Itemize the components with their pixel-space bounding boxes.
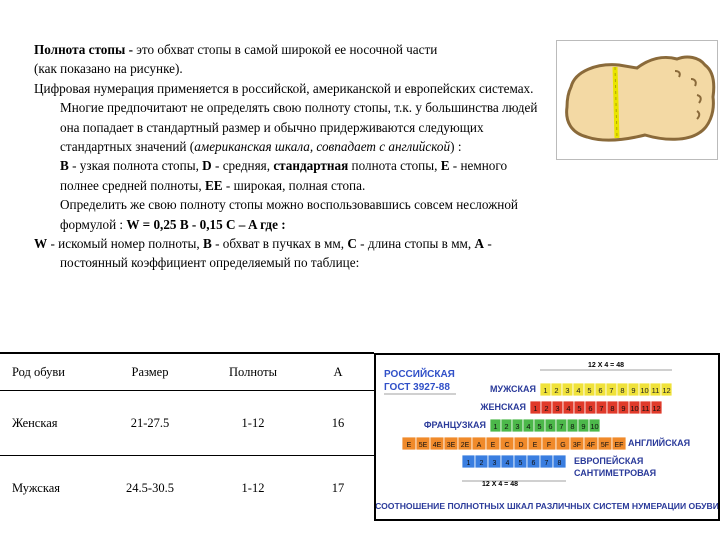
cell-widths: 1-12 — [204, 391, 302, 456]
mens-cell-label: 10 — [640, 386, 649, 395]
scale-caption: СООТНОШЕНИЕ ПОЛНОТНЫХ ШКАЛ РАЗЛИЧНЫХ СИСТЕМ НУМЕРАЦИИ ОБУВИ — [376, 501, 718, 511]
womens-cell-label: 4 — [566, 404, 571, 413]
formula-end: где : — [256, 216, 286, 232]
womens-cell-label: 3 — [555, 404, 560, 413]
cell-widths: 1-12 — [204, 456, 302, 521]
womens-cell-label: 10 — [630, 404, 639, 413]
width-ee: EE — [204, 177, 223, 193]
mens-label: МУЖСКАЯ — [490, 384, 536, 394]
womens-cell-label: 12 — [652, 404, 661, 413]
english-cell-label: F — [546, 442, 552, 449]
width-e-text: - немного полнее средней полноты, — [60, 158, 508, 193]
paragraph-definition — [34, 40, 544, 59]
english-cell-label: E — [532, 442, 538, 449]
width-d: D — [202, 158, 212, 174]
euro-cell-label: 5 — [518, 460, 523, 467]
english-cell-label: EF — [614, 442, 624, 449]
paragraph-widths — [34, 156, 544, 195]
english-cell-label: 2E — [460, 442, 470, 449]
french-cell-label: 9 — [581, 422, 586, 431]
header-a: А — [302, 353, 374, 391]
womens-cell-label: 7 — [599, 404, 604, 413]
french-cell-label: 8 — [570, 422, 575, 431]
var-w-text: - искомый номер полноты, — [47, 236, 203, 252]
english-cell-label: 4F — [586, 442, 596, 449]
womens-cell-label: 11 — [641, 404, 650, 413]
mens-cell-label: 3 — [565, 386, 570, 395]
french-cell-label: 7 — [559, 422, 564, 431]
euro-cell-label: 3 — [492, 460, 497, 467]
english-cell-label: D — [518, 442, 524, 449]
french-cell-label: 3 — [515, 422, 520, 431]
paragraph-formula — [34, 195, 544, 234]
womens-label: ЖЕНСКАЯ — [480, 402, 526, 412]
mens-cell-label: 4 — [576, 386, 581, 395]
foot-outline-icon — [557, 41, 717, 159]
coefficient-table — [0, 352, 374, 520]
var-b-text: - обхват в пучках в мм, — [211, 236, 348, 252]
french-label: ФРАНЦУЗКАЯ — [423, 420, 486, 430]
womens-cell-label: 8 — [610, 404, 615, 413]
mens-cell-label: 8 — [620, 386, 625, 395]
french-cell-label: 6 — [548, 422, 553, 431]
english-cell-label: 4E — [432, 442, 442, 449]
paragraph-standard — [34, 98, 544, 156]
french-cell-label: 5 — [537, 422, 542, 431]
english-cell-label: 5F — [600, 442, 610, 449]
formula: W = 0,25 B - 0,15 C – A — [126, 216, 257, 232]
table-row — [0, 456, 374, 521]
formula-intro: Определить же свою полноту стопы можно воспользовавшись совсем несложной формулой : — [60, 197, 518, 232]
english-cell-label: A — [476, 442, 482, 449]
header-size: Размер — [96, 353, 204, 391]
euro-label-1: ЕВРОПЕЙСКАЯ — [574, 456, 644, 466]
womens-cell-label: 2 — [544, 404, 549, 413]
paragraph-legend — [34, 234, 544, 273]
french-cell-label: 2 — [504, 422, 509, 431]
bottom-dimension: 12 X 4 = 48 — [481, 481, 519, 488]
euro-label-2: САНТИМЕТРОВАЯ — [574, 468, 657, 478]
standard-text-end: ) : — [450, 139, 462, 155]
var-c-text: - длина стопы в мм, — [356, 236, 475, 252]
cell-a: 17 — [302, 456, 374, 521]
womens-cell-label: 1 — [533, 404, 538, 413]
width-ee-text: - широкая, полная стопа. — [222, 177, 366, 193]
width-scale-svg — [376, 355, 718, 519]
term-fullness: Полнота стопы - — [34, 42, 137, 57]
width-d-text: - средняя, — [211, 158, 274, 174]
var-a: A — [474, 236, 485, 252]
american-scale-note: американская шкала, совпадает с английской — [194, 139, 451, 155]
cell-size: 24.5-30.5 — [96, 456, 204, 521]
euro-cell-label: 4 — [505, 460, 510, 467]
mens-cell-label: 7 — [609, 386, 614, 395]
mens-cell-label: 5 — [587, 386, 592, 395]
euro-cell-label: 2 — [479, 460, 484, 467]
mens-cell-label: 2 — [554, 386, 559, 395]
table-row — [0, 391, 374, 456]
english-cell-label: C — [504, 442, 510, 449]
cell-size: 21-27.5 — [96, 391, 204, 456]
var-w: W — [34, 236, 48, 252]
definition-text: это обхват стопы в самой широкой ее носочной части — [136, 42, 438, 57]
scale-title-2: ГОСТ 3927-88 — [384, 382, 450, 393]
euro-cell-label: 6 — [531, 460, 536, 467]
english-cell-label: 5E — [418, 442, 428, 449]
euro-cell-label: 7 — [544, 460, 549, 467]
english-cell-label: 3E — [446, 442, 456, 449]
paragraph-systems: Цифровая нумерация применяется в российской, американской и европейских системах. — [34, 80, 534, 96]
cell-shoe-type: Женская — [0, 391, 96, 456]
english-cell-label: 3F — [572, 442, 582, 449]
var-c: C — [347, 236, 357, 252]
width-b-text: - узкая полнота стопы, — [68, 158, 203, 174]
cell-shoe-type: Мужская — [0, 456, 96, 521]
top-dimension: 12 X 4 = 48 — [587, 362, 625, 369]
foot-image — [556, 40, 718, 160]
euro-cell-label: 1 — [466, 460, 471, 467]
width-e: E — [440, 158, 450, 174]
paragraph-note: (как показано на рисунке). — [34, 61, 183, 77]
header-shoe-type: Род обуви — [0, 353, 96, 391]
mens-cell-label: 6 — [598, 386, 603, 395]
width-std-text: полнота стопы, — [348, 158, 441, 174]
french-cell-label: 4 — [526, 422, 531, 431]
english-cell-label: E — [490, 442, 496, 449]
mens-cell-label: 1 — [543, 386, 548, 395]
var-b: B — [202, 236, 212, 252]
var-a-text: - постоянный коэффициент определяемый по таблице: — [60, 236, 492, 271]
womens-cell-label: 9 — [621, 404, 626, 413]
width-b: B — [60, 158, 69, 174]
english-cell-label: E — [406, 442, 412, 449]
standard-text: Многие предпочитают не определять свою полноту стопы, т.к. у большинства людей она попадает в стандартный размер и обычно придерживаются следующих стандартных значений ( — [60, 100, 538, 155]
standard-word: стандартная — [273, 158, 349, 174]
english-label: АНГЛИЙСКАЯ — [628, 438, 691, 448]
description-text — [34, 40, 544, 273]
mens-cell-label: 9 — [631, 386, 636, 395]
width-scale-diagram — [374, 353, 720, 521]
womens-cell-label: 5 — [577, 404, 582, 413]
table-header-row — [0, 353, 374, 391]
womens-cell-label: 6 — [588, 404, 593, 413]
english-cell-label: G — [560, 442, 566, 449]
french-cell-label: 1 — [493, 422, 498, 431]
mens-cell-label: 11 — [651, 386, 660, 395]
scale-title-1: РОССИЙСКАЯ — [384, 369, 455, 380]
french-cell-label: 10 — [590, 422, 599, 431]
cell-a: 16 — [302, 391, 374, 456]
mens-cell-label: 12 — [662, 386, 671, 395]
header-widths: Полноты — [204, 353, 302, 391]
euro-cell-label: 8 — [557, 460, 562, 467]
